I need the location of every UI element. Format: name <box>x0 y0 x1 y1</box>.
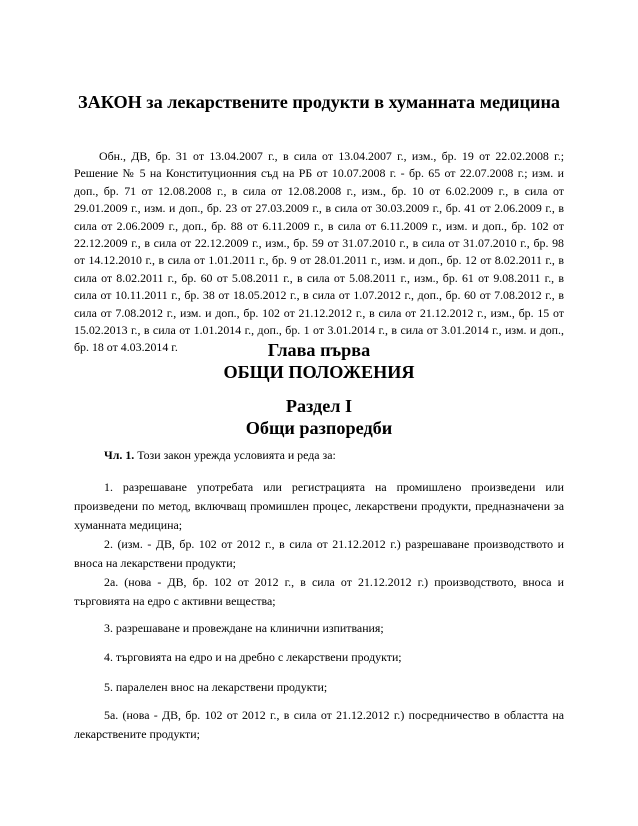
section-label: Раздел I <box>285 396 353 416</box>
list-item: 2. (изм. - ДВ, бр. 102 от 2012 г., в сила от 21.12.2012 г.) разрешаване производството и вноса на лекарствени продукти; <box>74 537 564 570</box>
list-item: 3. разрешаване и провеждане на клинични изпитвания; <box>104 621 384 635</box>
list-item: 2а. (нова - ДВ, бр. 102 от 2012 г., в сила от 21.12.2012 г.) производството, вноса и търговията на едро с активни вещества; <box>74 575 564 608</box>
chapter-label: Глава първа <box>267 340 371 360</box>
list-item: 1. разрешаване употребата или регистрацията на промишлено произведени или произведени по метод, включващ промишлен процес, лекарствени продукти, предназначени за хуманната медицина; <box>74 480 564 532</box>
law-title: ЗАКОН за лекарствените продукти в хуманната медицина <box>77 92 561 112</box>
publication-note: Обн., ДВ, бр. 31 от 13.04.2007 г., в сила от 13.04.2007 г., изм., бр. 19 от 22.02.2008 г.; Решение № 5 на Конституционния съд на РБ от 10.07.2008 г. - бр. 65 от 22.07.2008 г.; изм. и доп., бр. 71 от 12.08.2008 г., в сила от 12.08.2008 г., изм., бр. 10 от 6.02.2009 г., в сила от 29.01.2009 г., изм. и доп., бр. 23 от 27.03.2009 г., в сила от 30.03.2009 г., бр. 41 от 2.06.2009 г., в сила от 2.06.2009 г., доп., бр. 88 от 6.11.2009 г., в сила от 6.11.2009 г., изм. и доп., бр. 102 от 22.12.2009 г., в сила от 22.12.2009 г., изм., бр. 59 от 31.07.2010 г., в сила от 31.07.2010 г., бр. 98 от 14.12.2010 г., в сила от 1.01.2011 г., бр. 9 от 28.01.2011 г., изм. и доп., бр. 12 от 8.02.2011 г., в сила от 8.02.2011 г., бр. 60 от 5.08.2011 г., в сила от 5.08.2011 г., изм., бр. 61 от 9.08.2011 г., в сила от 10.11.2011 г., бр. 38 от 18.05.2012 г., в сила от 1.07.2012 г., доп., бр. 60 от 7.08.2012 г., в сила от 7.08.2012 г., изм. и доп., бр. 102 от 21.12.2012 г., в сила от 21.12.2012 г., изм., бр. 15 от 15.02.2013 г., в сила от 1.01.2014 г., доп., бр. 1 от 3.01.2014 г., в сила от 3.01.2014 г., изм. и доп., бр. 18 от 4.03.2014 г. <box>74 149 564 355</box>
article-1-intro <box>74 446 564 465</box>
list-item: 5. паралелен внос на лекарствени продукти; <box>104 680 328 694</box>
section-title: Общи разпоредби <box>245 418 393 438</box>
article-label: Чл. 1. <box>104 448 135 462</box>
list-item: 4. търговията на едро и на дребно с лекарствени продукти; <box>104 650 402 664</box>
list-item: 5а. (нова - ДВ, бр. 102 от 2012 г., в сила от 21.12.2012 г.) посредничество в областта на лекарствените продукти; <box>74 708 564 741</box>
article-intro-text: Този закон урежда условията и реда за: <box>134 448 336 462</box>
chapter-title: ОБЩИ ПОЛОЖЕНИЯ <box>223 362 415 382</box>
